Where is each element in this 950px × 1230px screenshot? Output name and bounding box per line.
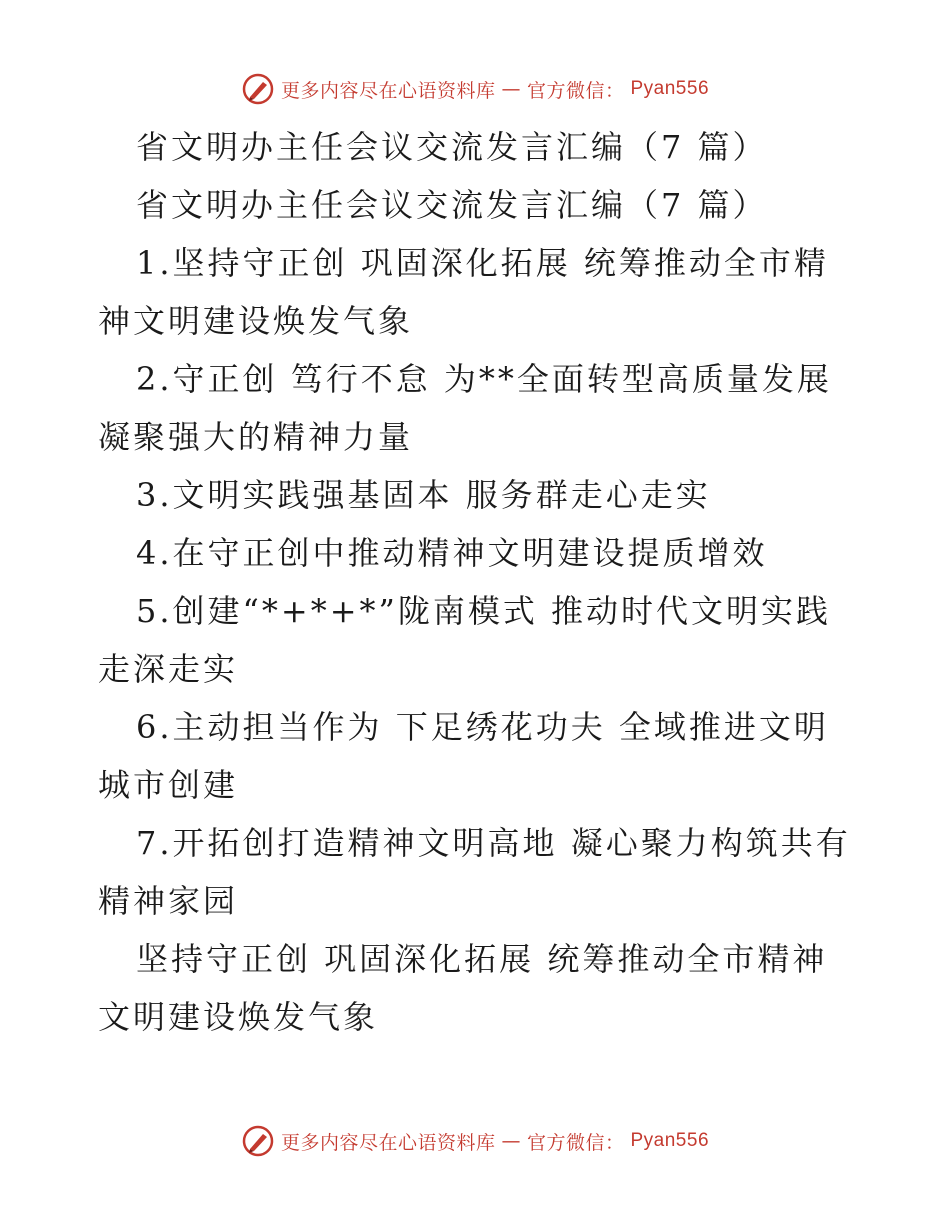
list-item: 5.创建“*+*+*”陇南模式 推动时代文明实践走深走实 — [98, 592, 832, 688]
watermark-text: 更多内容尽在心语资料库 — [280, 79, 496, 102]
list-item: 6.主动担当作为 下足绣花功夫 全域推进文明城市创建 — [98, 708, 829, 804]
list-item: 2.守正创 笃行不怠 为**全面转型高质量发展凝聚强大的精神力量 — [98, 360, 832, 456]
list-item: 4.在守正创中推动精神文明建设提质增效 — [136, 534, 768, 572]
watermark-id: Pyan556 — [630, 1130, 710, 1151]
watermark-header — [0, 72, 950, 106]
list-item: 1.坚持守正创 巩固深化拓展 统筹推动全市精神文明建设焕发气象 — [98, 244, 829, 340]
list-item: 3.文明实践强基固本 服务群走心走实 — [136, 476, 711, 514]
document-subtitle: 省文明办主任会议交流发言汇编（7 篇） — [136, 186, 768, 224]
watermark-footer — [0, 1124, 950, 1158]
document-title: 省文明办主任会议交流发言汇编（7 篇） — [136, 128, 768, 166]
section-heading: 坚持守正创 巩固深化拓展 统筹推动全市精神文明建设焕发气象 — [98, 940, 828, 1036]
watermark-label: 官方微信： — [526, 1131, 625, 1154]
pen-logo-icon — [241, 72, 275, 106]
list-item: 7.开拓创打造精神文明高地 凝心聚力构筑共有精神家园 — [98, 824, 851, 920]
document-body — [98, 118, 858, 1046]
pen-logo-icon — [241, 1124, 275, 1158]
watermark-label: 官方微信： — [526, 79, 625, 102]
watermark-separator: — — [501, 78, 521, 100]
watermark-separator: — — [501, 1130, 521, 1152]
watermark-text: 更多内容尽在心语资料库 — [280, 1131, 496, 1154]
watermark-id: Pyan556 — [630, 78, 710, 99]
